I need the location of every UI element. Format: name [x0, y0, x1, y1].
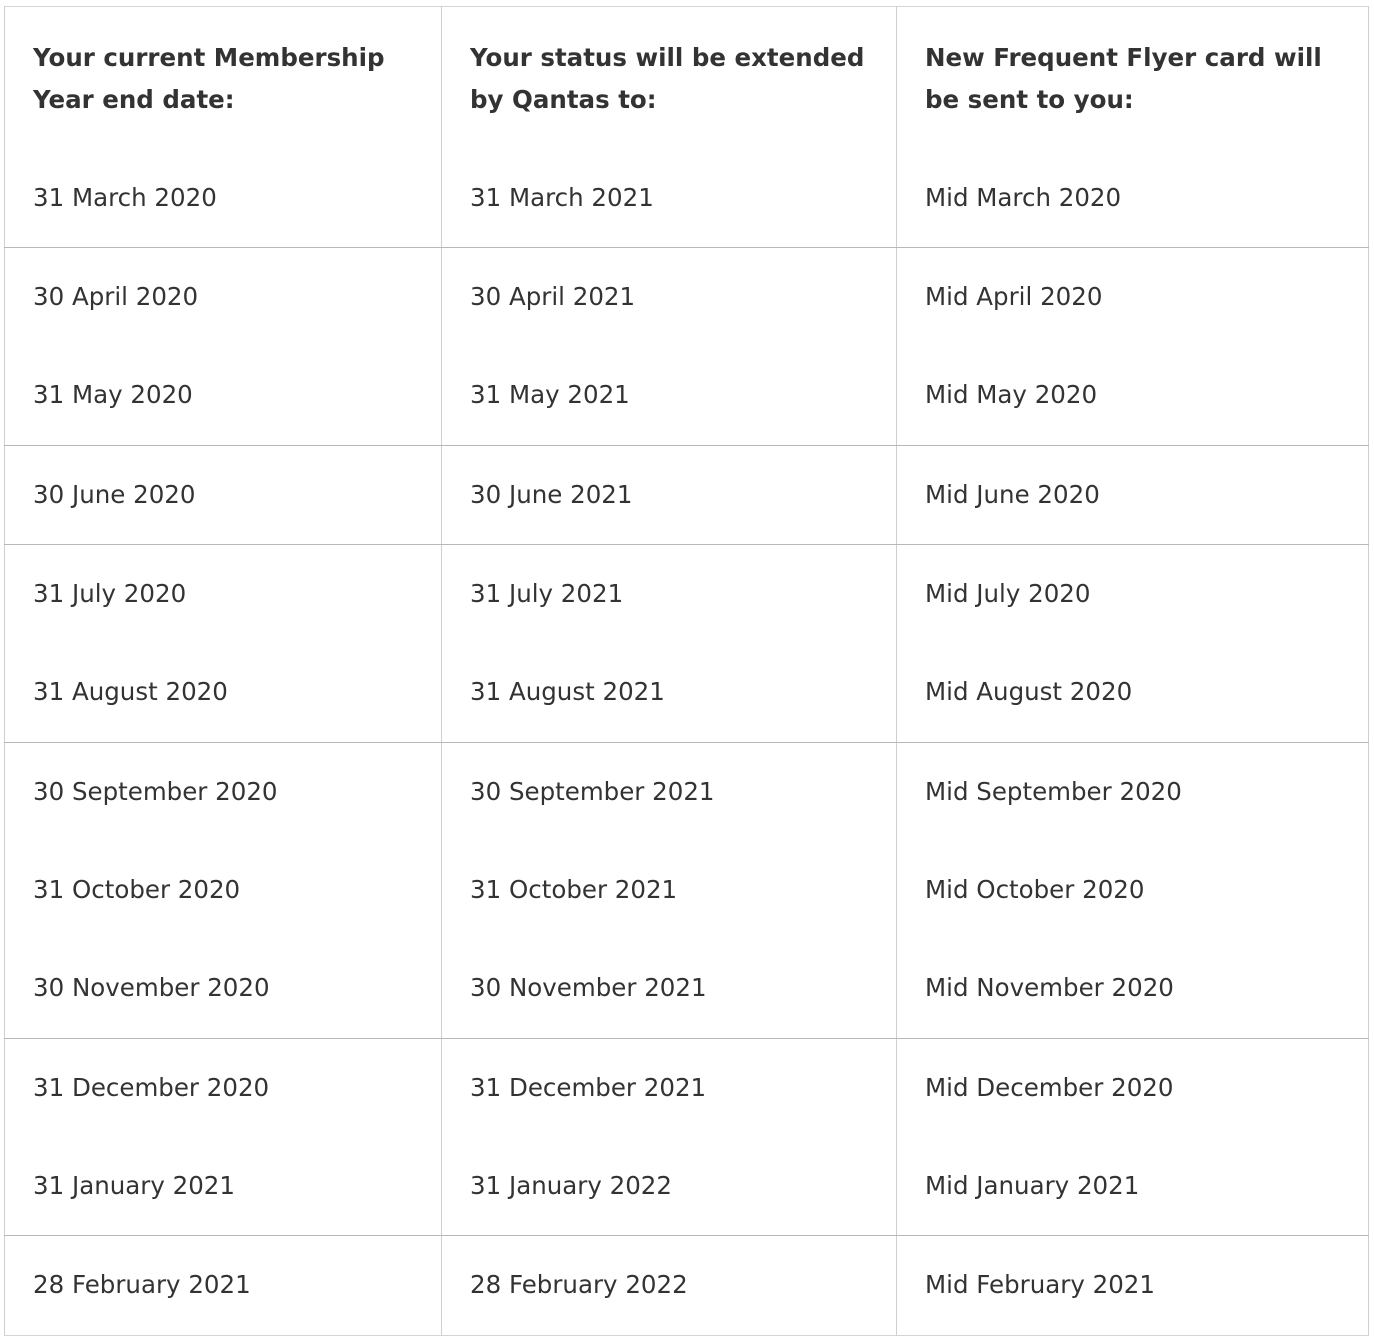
header-extended-to: Your status will be extended by Qantas to: — [470, 43, 865, 114]
cell-card-sent: Mid February 2021 — [925, 1270, 1155, 1300]
table-header-row — [5, 7, 1369, 150]
header-year-end-date: Your current Membership Year end date: — [33, 43, 385, 114]
cell-extended-to: 30 September 2021 — [470, 776, 715, 806]
table-row — [5, 248, 1369, 347]
cell-card-sent: Mid April 2020 — [925, 282, 1103, 312]
cell-extended-to: 30 April 2021 — [470, 282, 636, 312]
cell-extended-to: 31 March 2021 — [470, 182, 654, 212]
cell-extended-to: 31 May 2021 — [470, 380, 630, 410]
cell-extended-to: 30 June 2021 — [470, 479, 633, 509]
header-cell — [442, 7, 897, 150]
table-row — [5, 149, 1369, 248]
table-row — [5, 841, 1369, 939]
table-row — [5, 445, 1369, 544]
cell-year-end: 30 September 2020 — [33, 776, 278, 806]
table-row — [5, 1038, 1369, 1137]
cell-year-end: 31 May 2020 — [33, 380, 193, 410]
cell-year-end: 30 April 2020 — [33, 282, 199, 312]
header-card-sent: New Frequent Flyer card will be sent to you: — [925, 43, 1322, 114]
cell-card-sent: Mid June 2020 — [925, 479, 1100, 509]
membership-extension-table — [4, 6, 1369, 1336]
cell-extended-to: 31 August 2021 — [470, 677, 665, 707]
cell-card-sent: Mid August 2020 — [925, 677, 1133, 707]
cell-year-end: 31 October 2020 — [33, 874, 241, 904]
table-row — [5, 545, 1369, 644]
table-row — [5, 347, 1369, 446]
table-row — [5, 643, 1369, 742]
cell-extended-to: 31 October 2021 — [470, 874, 678, 904]
cell-extended-to: 30 November 2021 — [470, 973, 707, 1003]
cell-card-sent: Mid March 2020 — [925, 182, 1122, 212]
cell-year-end: 28 February 2021 — [33, 1270, 251, 1300]
cell-year-end: 31 December 2020 — [33, 1072, 270, 1102]
table-row — [5, 742, 1369, 841]
cell-extended-to: 31 January 2022 — [470, 1170, 672, 1200]
cell-card-sent: Mid May 2020 — [925, 380, 1098, 410]
cell-card-sent: Mid December 2020 — [925, 1072, 1174, 1102]
cell-year-end: 31 August 2020 — [33, 677, 228, 707]
cell-year-end: 30 November 2020 — [33, 973, 270, 1003]
cell-card-sent: Mid September 2020 — [925, 776, 1182, 806]
cell-year-end: 31 March 2020 — [33, 182, 217, 212]
cell-extended-to: 31 December 2021 — [470, 1072, 707, 1102]
header-cell — [5, 7, 442, 150]
header-cell — [897, 7, 1369, 150]
cell-card-sent: Mid July 2020 — [925, 579, 1091, 609]
cell-extended-to: 28 February 2022 — [470, 1270, 688, 1300]
cell-year-end: 30 June 2020 — [33, 479, 196, 509]
table-row — [5, 1137, 1369, 1236]
cell-year-end: 31 January 2021 — [33, 1170, 235, 1200]
table-row — [5, 939, 1369, 1038]
cell-year-end: 31 July 2020 — [33, 579, 187, 609]
table-row — [5, 1236, 1369, 1335]
cell-card-sent: Mid November 2020 — [925, 973, 1174, 1003]
cell-card-sent: Mid October 2020 — [925, 874, 1145, 904]
cell-extended-to: 31 July 2021 — [470, 579, 624, 609]
cell-card-sent: Mid January 2021 — [925, 1170, 1140, 1200]
